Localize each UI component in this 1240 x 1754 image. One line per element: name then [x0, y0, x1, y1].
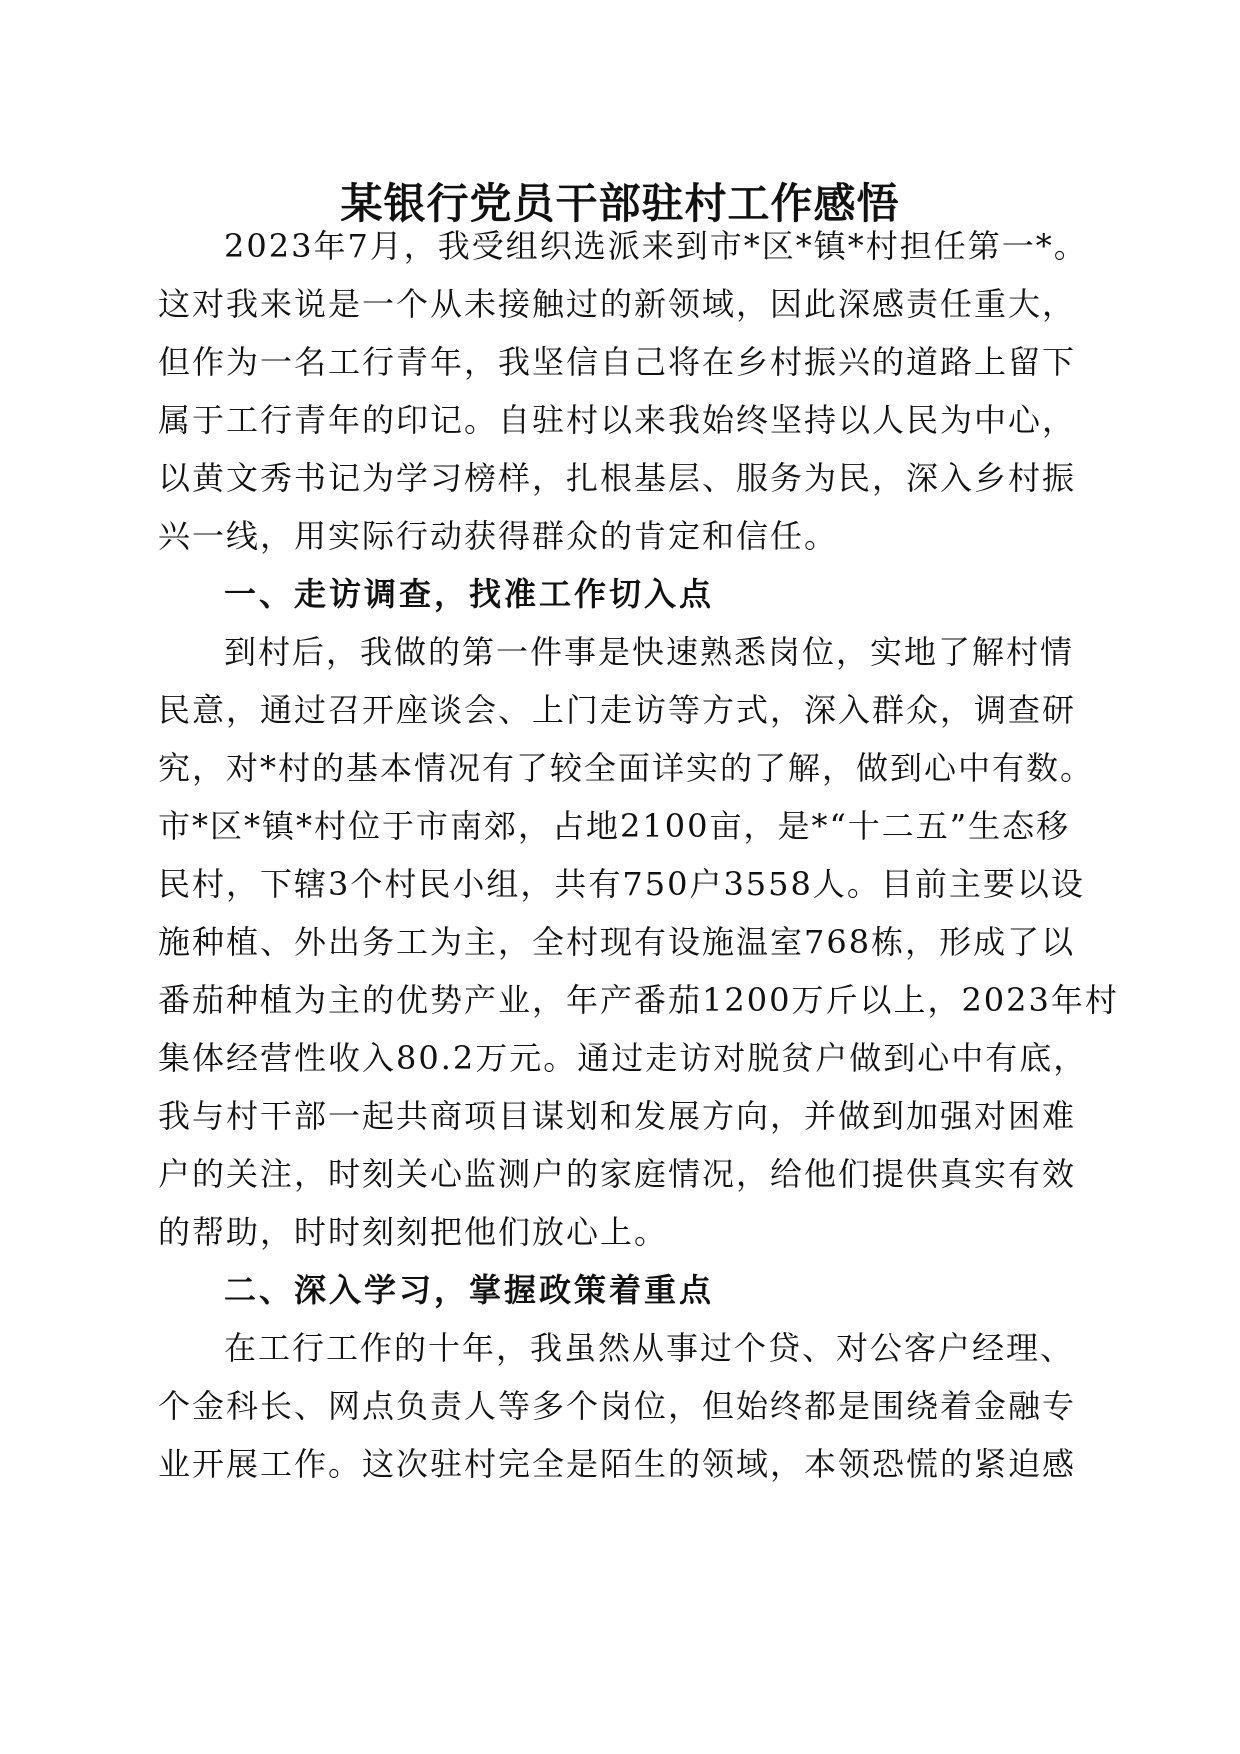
section-1-line-9: 我与村干部一起共商项目谋划和发展方向，并做到加强对困难	[158, 1097, 1077, 1135]
intro-line-6: 兴一线，用实际行动获得群众的肯定和信任。	[158, 517, 839, 555]
section-2-line-3: 业开展工作。这次驻村完全是陌生的领域，本领恐慌的紧迫感	[158, 1445, 1077, 1483]
intro-line-3: 但作为一名工行青年，我坚信自己将在乡村振兴的道路上留下	[158, 343, 1077, 381]
section-1-line-8: 集体经营性收入80.2万元。通过走访对脱贫户做到心中有底，	[158, 1039, 1088, 1077]
section-1-line-3: 究，对*村的基本情况有了较全面详实的了解，做到心中有数。	[158, 749, 1095, 787]
section-1-line-11: 的帮助，时时刻刻把他们放心上。	[158, 1213, 669, 1251]
section-1-line-4: 市*区*镇*村位于市南郊，占地2100亩，是*“十二五”生态移	[158, 807, 1071, 845]
section-1-line-10: 户的关注，时刻关心监测户的家庭情况，给他们提供真实有效	[158, 1155, 1077, 1193]
section-1-line-1: 到村后，我做的第一件事是快速熟悉岗位，实地了解村情	[224, 633, 1075, 671]
intro-line-5: 以黄文秀书记为学习榜样，扎根基层、服务为民，深入乡村振	[158, 459, 1077, 497]
section-2-line-2: 个金科长、网点负责人等多个岗位，但始终都是围绕着金融专	[158, 1387, 1077, 1425]
section-2-heading: 二、深入学习，掌握政策着重点	[224, 1271, 715, 1309]
intro-line-2: 这对我来说是一个从未接触过的新领域，因此深感责任重大，	[158, 285, 1077, 323]
section-2-line-1: 在工行工作的十年，我虽然从事过个贷、对公客户经理、	[224, 1329, 1075, 1367]
section-1-line-6: 施种植、外出务工为主，全村现有设施温室768栋，形成了以	[158, 923, 1076, 961]
section-1-line-5: 民村，下辖3个村民小组，共有750户3558人。目前主要以设	[158, 865, 1085, 903]
section-1-line-2: 民意，通过召开座谈会、上门走访等方式，深入群众，调查研	[158, 691, 1077, 729]
intro-line-1: 2023年7月，我受组织选派来到市*区*镇*村担任第一*。	[224, 227, 1088, 265]
intro-line-4: 属于工行青年的印记。自驻村以来我始终坚持以人民为中心，	[158, 401, 1077, 439]
section-1-heading: 一、走访调查，找准工作切入点	[224, 575, 715, 613]
section-1-line-7: 番茄种植为主的优势产业，年产番茄1200万斤以上，2023年村	[158, 981, 1119, 1019]
document-title: 某银行党员干部驻村工作感悟	[340, 179, 900, 228]
